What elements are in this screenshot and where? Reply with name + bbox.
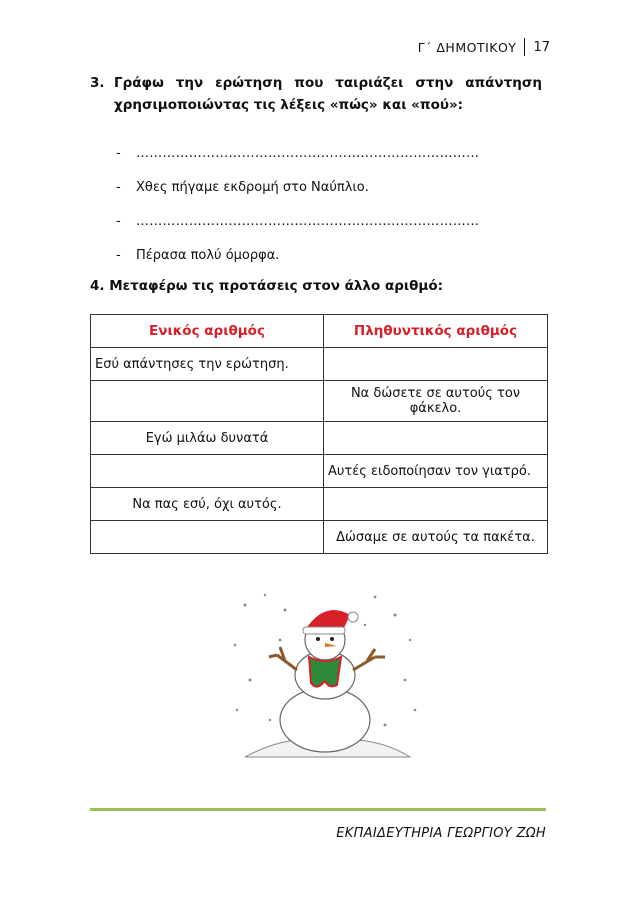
exercise-3-title-line1 xyxy=(90,72,542,94)
singular-cell-blank[interactable] xyxy=(91,455,324,488)
dash-bullet: - xyxy=(116,213,121,229)
table-row xyxy=(91,488,548,521)
singular-cell-blank[interactable] xyxy=(91,521,324,554)
exercise-3-title-line2: χρησιμοποιώντας τις λέξεις «πώς» και «πού»: xyxy=(114,97,464,113)
title-word: που xyxy=(294,75,324,91)
singular-header: Ενικός αριθμός xyxy=(91,315,324,348)
title-word: απάντηση xyxy=(465,75,542,91)
plural-cell-blank[interactable] xyxy=(324,488,548,521)
exercise-4-title: 4. Μεταφέρω τις προτάσεις στον άλλο αριθμό: xyxy=(90,278,444,294)
plural-header: Πληθυντικός αριθμός xyxy=(324,315,548,348)
plural-cell: Αυτές ειδοποίησαν τον γιατρό. xyxy=(324,455,548,488)
singular-cell: Εγώ μιλάω δυνατά xyxy=(91,422,324,455)
plural-cell: Δώσαμε σε αυτούς τα πακέτα. xyxy=(324,521,548,554)
table-row xyxy=(91,455,548,488)
title-word: Γράφω xyxy=(114,75,164,91)
plural-cell-blank[interactable] xyxy=(324,422,548,455)
exercise-3-items xyxy=(116,136,479,272)
hat-brim xyxy=(303,627,345,634)
title-word: στην xyxy=(415,75,454,91)
singular-cell-blank[interactable] xyxy=(91,381,324,422)
title-word: ερώτηση xyxy=(215,75,283,91)
table-row xyxy=(91,422,548,455)
number-conversion-table xyxy=(90,314,548,554)
dash-bullet: - xyxy=(116,179,121,195)
left-arm xyxy=(269,647,297,670)
list-item xyxy=(116,238,479,272)
exercise-3 xyxy=(90,72,542,116)
page-header xyxy=(418,38,550,56)
footer-text: ΕΚΠΑΙΔΕΥΤΗΡΙΑ ΓΕΩΡΓΙΟΥ ΖΩΗ xyxy=(336,826,546,841)
plural-cell-blank[interactable] xyxy=(324,348,548,381)
answer-text: Χθες πήγαμε εκδρομή στο Ναύπλιο. xyxy=(136,179,369,195)
snowman-illustration xyxy=(225,585,425,765)
singular-cell: Να πας εσύ, όχι αυτός. xyxy=(91,488,324,521)
dash-bullet: - xyxy=(116,247,121,263)
title-word: ταιριάζει xyxy=(335,75,404,91)
page-number: 17 xyxy=(533,39,550,55)
list-item[interactable] xyxy=(116,136,479,170)
snowman-eye xyxy=(316,637,320,641)
hat-pompom xyxy=(348,612,358,622)
scarf xyxy=(309,657,341,687)
table-row xyxy=(91,348,548,381)
singular-cell: Εσύ απάντησες την ερώτηση. xyxy=(91,348,324,381)
table-row xyxy=(91,521,548,554)
title-word: την xyxy=(175,75,204,91)
list-item[interactable] xyxy=(116,204,479,238)
answer-text: Πέρασα πολύ όμορφα. xyxy=(136,247,280,263)
snowman-eye xyxy=(330,637,334,641)
dash-bullet: - xyxy=(116,145,121,161)
answer-blank[interactable]: …………………………………………………………………… xyxy=(136,213,480,229)
plural-cell: Να δώσετε σε αυτούς τον φάκελο. xyxy=(324,381,548,422)
footer-divider xyxy=(90,808,546,811)
table-row xyxy=(91,381,548,422)
table-header-row xyxy=(91,315,548,348)
answer-blank[interactable]: …………………………………………………………………… xyxy=(136,145,480,161)
exercise-3-number: 3. xyxy=(90,75,105,91)
list-item xyxy=(116,170,479,204)
header-title: Γ΄ ΔΗΜΟΤΙΚΟΥ xyxy=(417,39,517,55)
right-arm xyxy=(353,649,385,670)
